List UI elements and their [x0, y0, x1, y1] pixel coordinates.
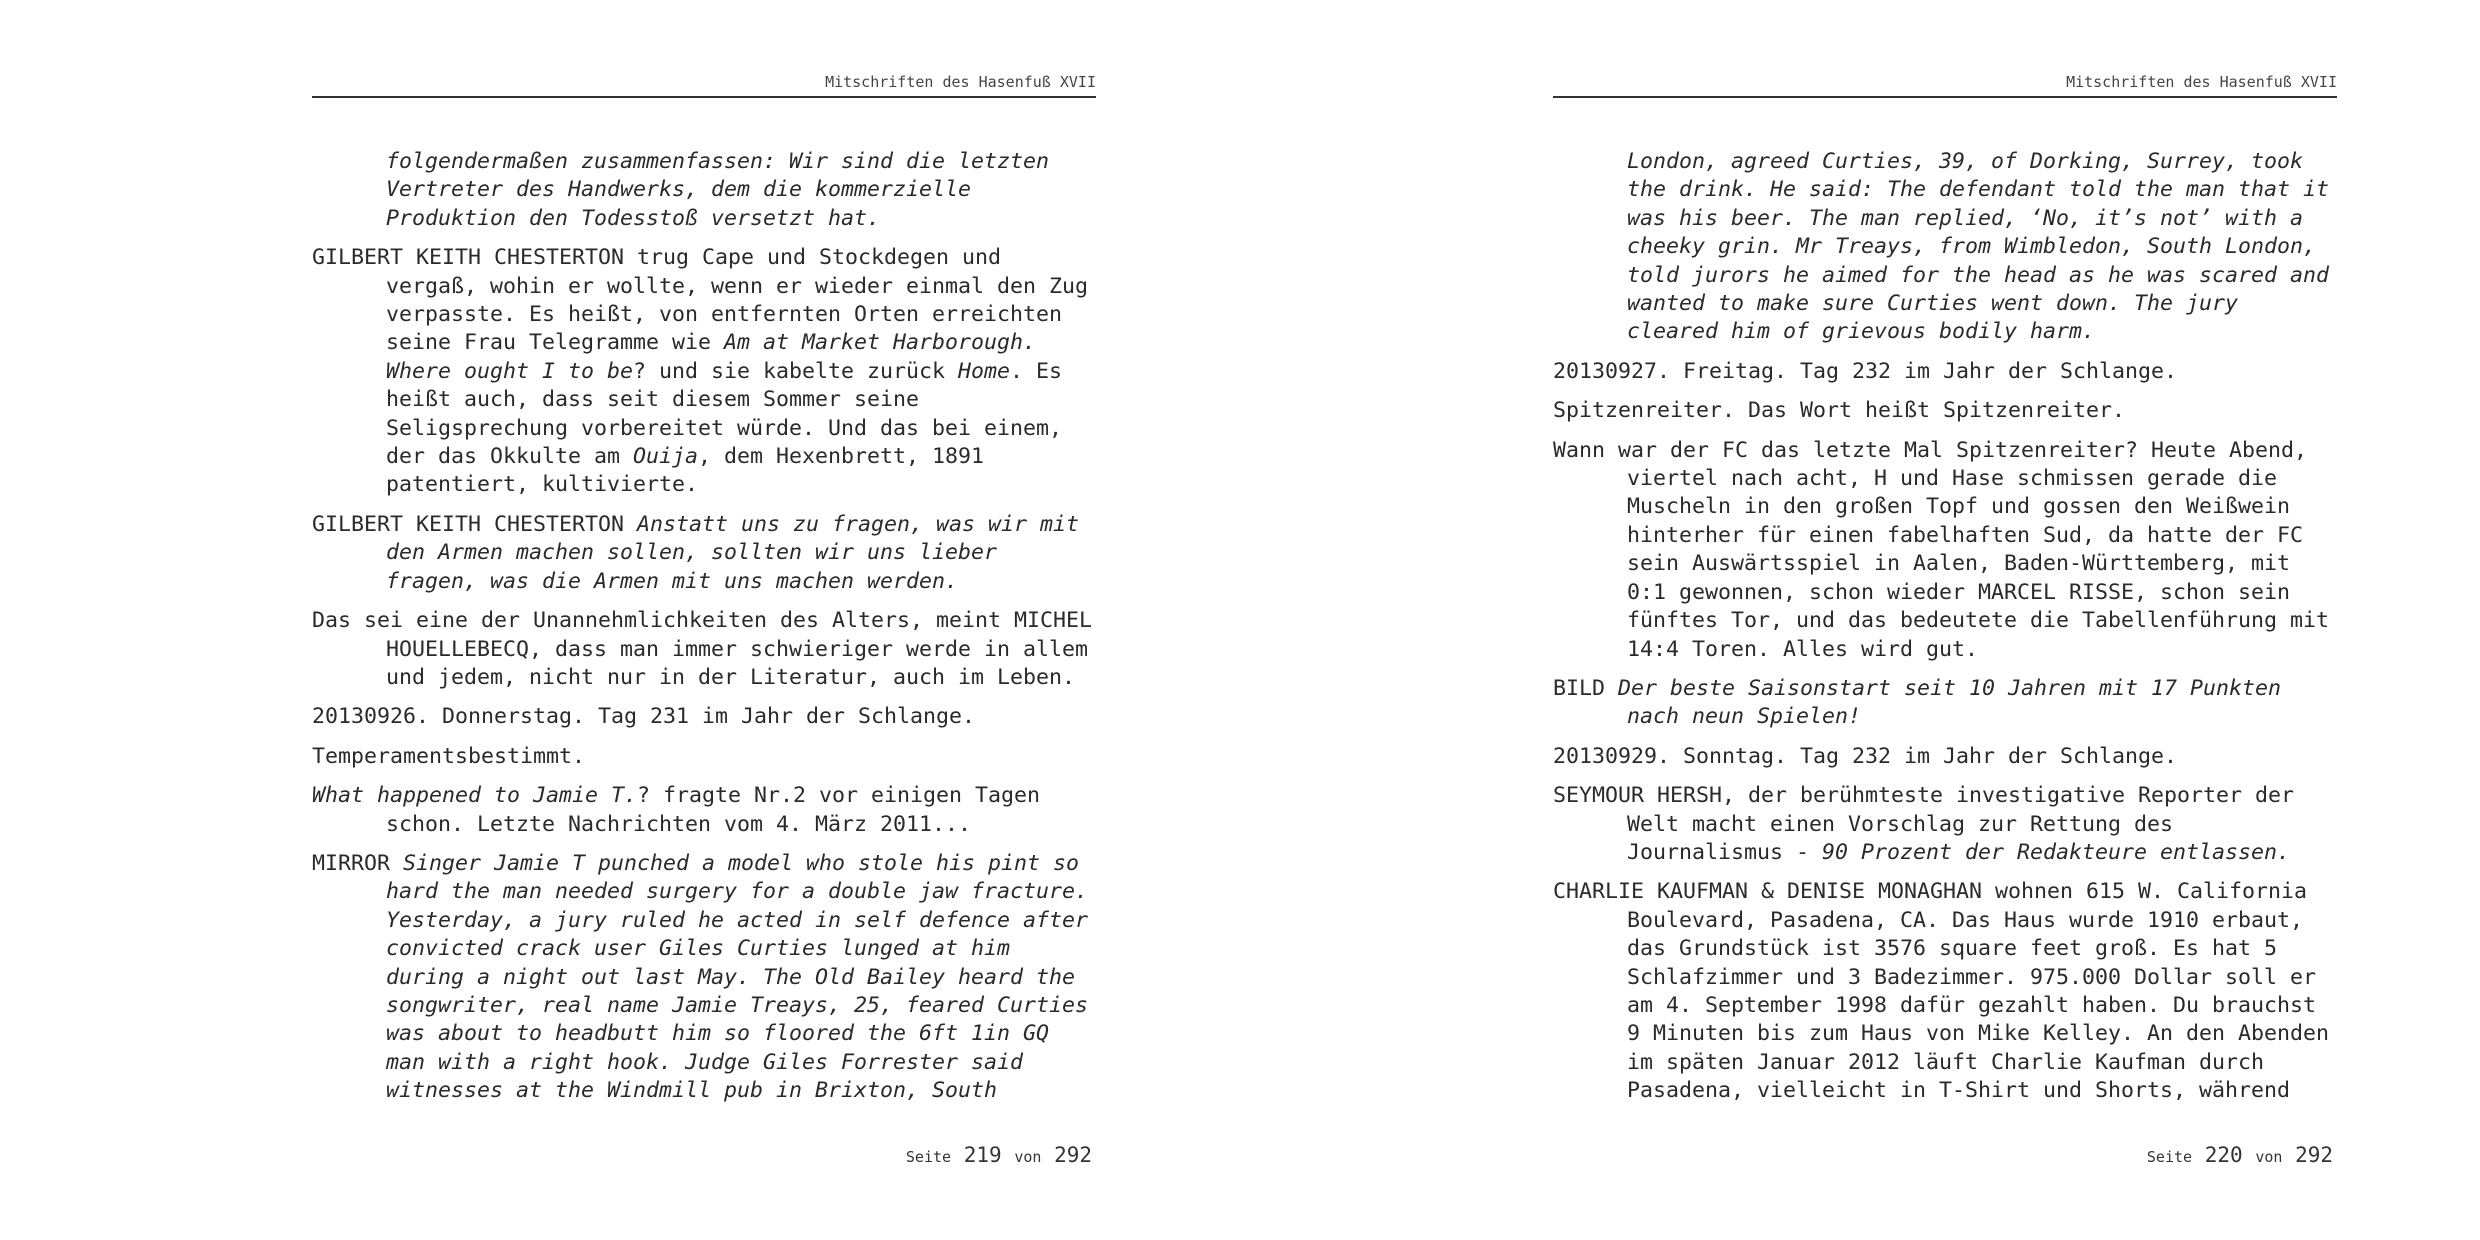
- left-page: [312, 0, 1096, 1240]
- running-head: Mitschriften des Hasenfuß XVII: [825, 73, 1096, 91]
- italic-run: Anstatt uns zu fragen, was wir mit den Armen machen sollen, sollten wir uns lieber fragen, was die Armen mit uns machen werden.: [386, 511, 1080, 594]
- italic-run: 90 Prozent der Redakteure entlassen.: [1822, 839, 2291, 865]
- header-rule: [1553, 96, 2337, 98]
- page-footer: [2147, 1143, 2333, 1167]
- paragraph: [312, 148, 1096, 233]
- page-body: [312, 148, 1096, 1117]
- italic-run: Singer Jamie T punched a model who stole his pint so hard the man needed surgery for a double jaw fracture. Yesterday, a jury ruled he acted in self defence after convicted crack user Giles Curties lunged at him during a night out last May. The Old Bailey heard the songwriter, real name Jamie Treays, 25, feared Curties was about to headbutt him so floored the 6ft 1in GQ man with a right hook. Judge Giles Forrester said witnesses at the Windmill pub in Brixton, South: [386, 850, 1089, 1104]
- text-run: BILD: [1553, 675, 1619, 701]
- text-run: Wann war der FC das letzte Mal Spitzenreiter? Heute Abend, viertel nach acht, H und Hase schmissen gerade die Muscheln in den großen Topf und gossen den Weißwein hinterher für einen fabelhaften Sud, da hatte der FC sein Auswärtsspiel in Aalen, Baden-Württemberg, mit 0:1 gewonnen, schon wieder MARCEL RISSE, schon sein fünftes Tor, und das bedeutete die Tabellenführung mit 14:4 Toren. Alles wird gut.: [1553, 437, 2330, 662]
- text-run: MIRROR: [312, 850, 404, 876]
- page-footer: [906, 1143, 1092, 1167]
- header-rule: [312, 96, 1096, 98]
- paragraph: [312, 244, 1096, 500]
- footer-seite: Seite: [2146, 1148, 2193, 1166]
- italic-run: Am at Market Harborough. Where ought I to be: [386, 330, 1037, 384]
- paragraph: [312, 607, 1096, 692]
- text-run: 20130926. Donnerstag. Tag 231 im Jahr der Schlange.: [312, 704, 976, 730]
- right-page: [1553, 0, 2337, 1240]
- text-run: , dem Hexenbrett, 1891 patentiert, kultivierte.: [386, 444, 985, 498]
- paragraph: [312, 782, 1096, 839]
- text-run: SEYMOUR HERSH, der berühmteste investigative Reporter der Welt macht einen Vorschlag zur Rettung des Journalismus -: [1553, 783, 2295, 865]
- text-run: . Es heißt auch, dass seit diesem Sommer seine Seligsprechung vorbereitet würde. Und das bei einem, der das Okkulte am: [386, 358, 1063, 470]
- text-run: GILBERT KEITH CHESTERTON trug Cape und Stockdegen und vergaß, wohin er wollte, wenn er wieder einmal den Zug verpasste. Es heißt, von entfernten Orten erreichten seine Frau Telegramme wie: [312, 245, 1089, 356]
- footer-von: von: [1014, 1148, 1042, 1166]
- paragraph: [312, 703, 1096, 731]
- text-run: 20130929. Sonntag. Tag 232 im Jahr der Schlange.: [1553, 743, 2178, 769]
- text-run: CHARLIE KAUFMAN & DENISE MONAGHAN wohnen 615 W. California Boulevard, Pasadena, CA. Das Haus wurde 1910 erbaut, das Grundstück ist 3576 square feet groß. Es hat 5 Schlafzimmer und 3 Badezimmer. 975.000 Dollar soll er am 4. September 1998 dafür gezahlt haben. Du brauchst 9 Minuten bis zum Haus von Mike Kelley. An den Abenden im späten Januar 2012 läuft Charlie Kaufman durch Pasadena, vielleicht in T-Shirt und Shorts, während: [1553, 879, 2330, 1104]
- footer-seite: Seite: [905, 1148, 952, 1166]
- italic-run: folgendermaßen zusammenfassen: Wir sind die letzten Vertreter des Handwerks, dem die kommerzielle Produktion den Todesstoß versetzt hat.: [386, 149, 1050, 231]
- paragraph: [1553, 437, 2337, 664]
- page-number: 219: [963, 1143, 1002, 1167]
- text-run: ? und sie kabelte zurück: [633, 358, 959, 384]
- text-run: GILBERT KEITH CHESTERTON: [312, 511, 638, 537]
- paragraph: [312, 511, 1096, 596]
- paragraph: [1553, 397, 2337, 425]
- paragraph: [1553, 675, 2337, 732]
- paragraph: [312, 743, 1096, 771]
- italic-run: Der beste Saisonstart seit 10 Jahren mit 17 Punkten nach neun Spielen!: [1618, 675, 2282, 730]
- paragraph: [1553, 358, 2337, 386]
- text-run: Spitzenreiter. Das Wort heißt Spitzenreiter.: [1553, 398, 2126, 424]
- italic-run: Ouija: [633, 444, 699, 470]
- paragraph: [1553, 148, 2337, 347]
- text-run: ? fragte Nr.2 vor einigen Tagen schon. Letzte Nachrichten vom 4. März 2011...: [386, 783, 1041, 837]
- paragraph: [1553, 782, 2337, 867]
- text-run: Das sei eine der Unannehmlichkeiten des Alters, meint MICHEL HOUELLEBECQ, dass man immer schwieriger werde in allem und jedem, nicht nur in der Literatur, auch im Leben.: [312, 608, 1093, 690]
- footer-von: von: [2255, 1148, 2283, 1166]
- running-head: Mitschriften des Hasenfuß XVII: [2066, 73, 2337, 91]
- text-run: 20130927. Freitag. Tag 232 im Jahr der Schlange.: [1553, 358, 2178, 384]
- italic-run: London, agreed Curties, 39, of Dorking, Surrey, took the drink. He said: The defendant told the man that it was his beer. The man replied, ‘No, it’s not’ with a cheeky grin. Mr Treays, from Wimbledon, South London, told jurors he aimed for the head as he was scared and wanted to make sure Curties went down. The jury cleared him of grievous bodily harm.: [1627, 149, 2330, 345]
- paragraph: [1553, 743, 2337, 771]
- page-number: 220: [2204, 1143, 2243, 1167]
- page-total: 292: [1054, 1143, 1092, 1167]
- text-run: Temperamentsbestimmt.: [312, 743, 586, 769]
- italic-run: Home: [958, 358, 1011, 384]
- paragraph: [312, 850, 1096, 1106]
- paragraph: [1553, 878, 2337, 1105]
- page-total: 292: [2295, 1143, 2333, 1167]
- page-body: [1553, 148, 2337, 1117]
- italic-run: What happened to Jamie T.: [312, 783, 638, 809]
